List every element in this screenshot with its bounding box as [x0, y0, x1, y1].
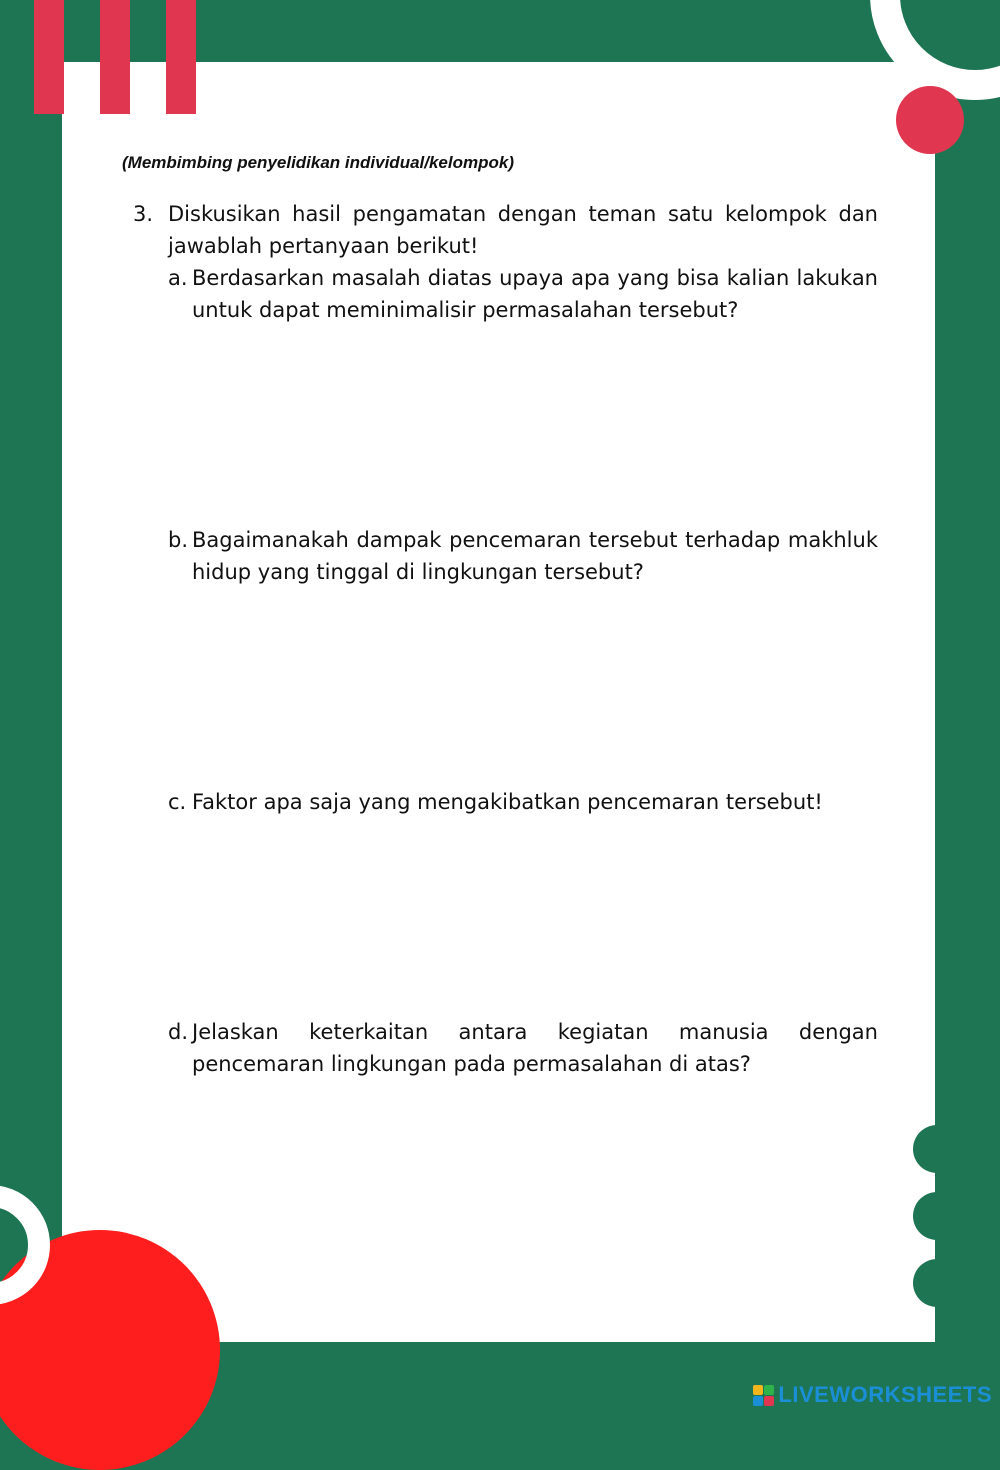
item-a-label: a. [168, 266, 188, 290]
item-b-label: b. [168, 528, 189, 552]
red-dot-decoration [896, 86, 964, 154]
answer-area-d[interactable] [192, 1094, 878, 1274]
edge-bump-decoration [913, 1192, 961, 1240]
section-subtitle: (Membimbing penyelidikan individual/kelompok) [122, 153, 514, 172]
red-stripe [34, 0, 64, 114]
item-c-text: Faktor apa saja yang mengakibatkan pencemaran tersebut! [192, 790, 823, 814]
liveworksheets-watermark [753, 1381, 992, 1409]
edge-bump-decoration [913, 1125, 961, 1173]
liveworksheets-logo-icon [753, 1385, 774, 1406]
item-d-label: d. [168, 1020, 189, 1044]
question-number: 3. [133, 202, 154, 226]
answer-area-c[interactable] [192, 832, 878, 1012]
item-d-text: Jelaskan keterkaitan antara kegiatan manusia dengan pencemaran lingkungan pada permasalahan di atas? [192, 1020, 878, 1076]
red-stripe [100, 0, 130, 114]
watermark-text: LIVEWORKSHEETS [778, 1382, 992, 1407]
question-text: Diskusikan hasil pengamatan dengan teman satu kelompok dan jawablah pertanyaan berikut! [168, 202, 878, 258]
edge-bump-decoration [913, 1259, 961, 1307]
item-c-label: c. [168, 790, 187, 814]
red-stripe [166, 0, 196, 114]
answer-area-a[interactable] [192, 340, 878, 520]
item-b-text: Bagaimanakah dampak pencemaran tersebut terhadap makhluk hidup yang tinggal di lingkungan tersebut? [192, 528, 878, 584]
item-a-text: Berdasarkan masalah diatas upaya apa yang bisa kalian lakukan untuk dapat meminimalisir permasalahan tersebut? [192, 266, 878, 322]
answer-area-b[interactable] [192, 602, 878, 782]
